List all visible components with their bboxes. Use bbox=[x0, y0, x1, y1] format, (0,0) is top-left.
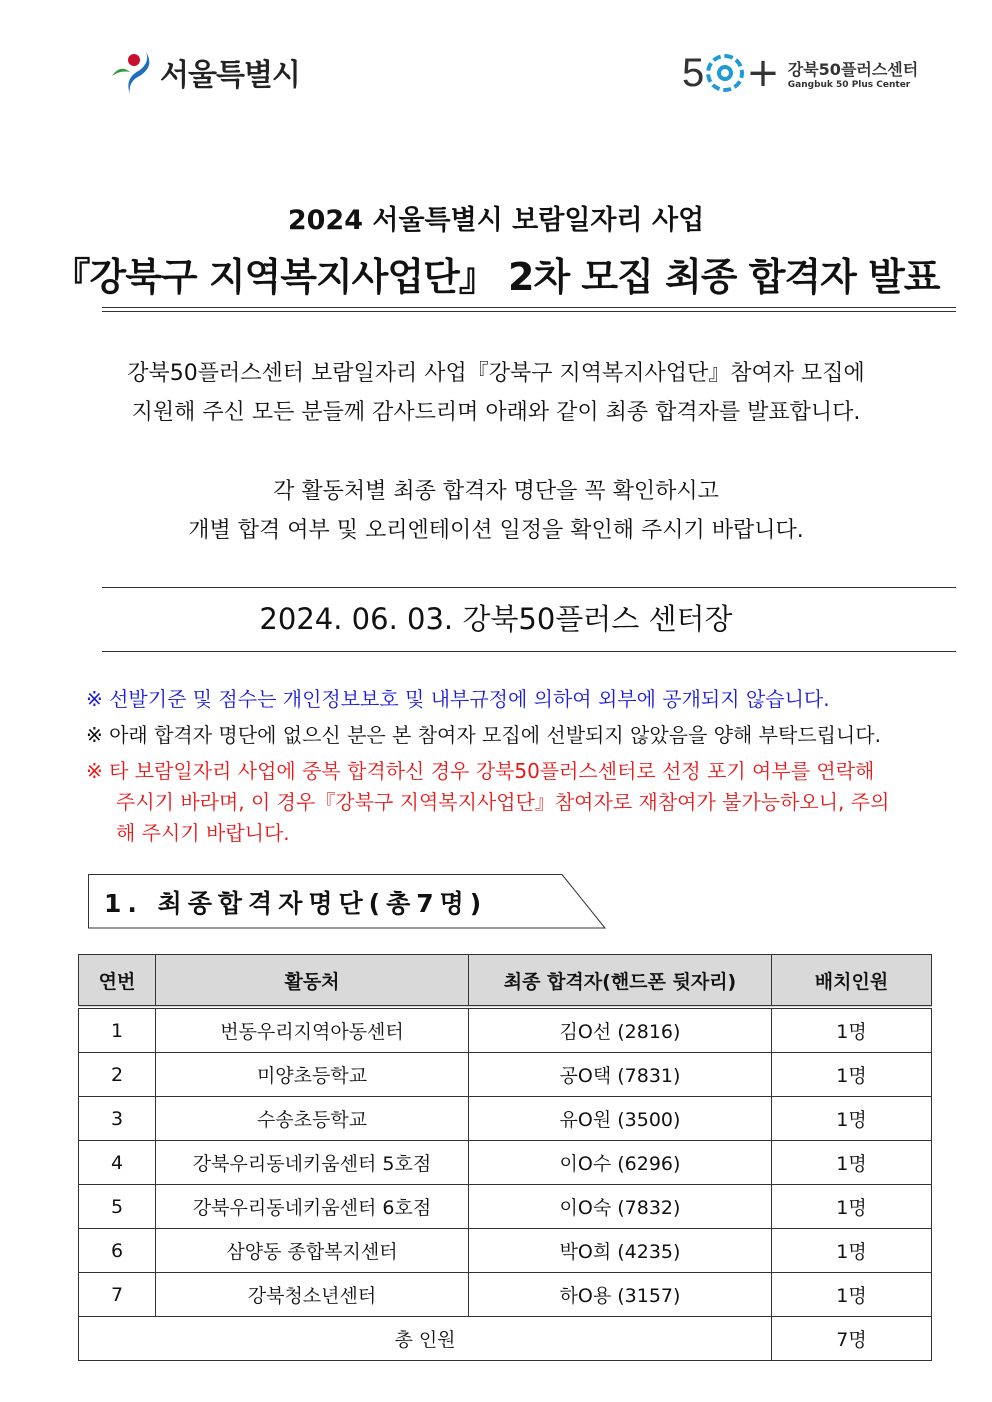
table-cell: 삼양동 종합복지센터 bbox=[156, 1229, 469, 1273]
table-cell: 1명 bbox=[772, 1097, 932, 1141]
table-cell: 강북청소년센터 bbox=[156, 1273, 469, 1317]
table-row bbox=[79, 1229, 932, 1273]
intro-line: 각 활동처별 최종 합격자 명단을 꼭 확인하시고 bbox=[273, 479, 719, 504]
table-row bbox=[79, 1273, 932, 1317]
intro-line: 개별 합격 여부 및 오리엔테이션 일정을 확인해 주시기 바랍니다. bbox=[188, 518, 804, 543]
signature: 2024. 06. 03. 강북50플러스 센터장 bbox=[259, 602, 733, 636]
note-black: ※ 아래 합격자 명단에 없으신 분은 본 참여자 모집에 선발되지 않았음을 양해 부탁드립니다. bbox=[86, 723, 881, 747]
table-row bbox=[79, 1007, 932, 1053]
results-table bbox=[78, 954, 932, 1361]
table-cell: 강북우리동네키움센터 6호점 bbox=[156, 1185, 469, 1229]
table-cell: 4 bbox=[79, 1141, 156, 1185]
seoul-emblem-icon bbox=[110, 48, 156, 96]
table-row bbox=[79, 1141, 932, 1185]
table-cell: 1명 bbox=[772, 1053, 932, 1097]
table-cell: 미양초등학교 bbox=[156, 1053, 469, 1097]
table-cell: 5 bbox=[79, 1185, 156, 1229]
table-cell: 강북우리동네키움센터 5호점 bbox=[156, 1141, 469, 1185]
table-cell: 이O수 (6296) bbox=[469, 1141, 772, 1185]
table-header-row bbox=[79, 955, 932, 1008]
ring-icon bbox=[706, 54, 744, 92]
table-cell: 수송초등학교 bbox=[156, 1097, 469, 1141]
table-cell: 7 bbox=[79, 1273, 156, 1317]
table-cell: 유O원 (3500) bbox=[469, 1097, 772, 1141]
divider bbox=[102, 651, 956, 652]
section-heading: 1. 최종합격자명단(총7명) bbox=[88, 874, 606, 928]
col-header: 활동처 bbox=[156, 955, 469, 1008]
seoul-logo: 서울특별시 bbox=[110, 48, 300, 96]
total-label: 총 인원 bbox=[79, 1317, 772, 1361]
col-header: 배치인원 bbox=[772, 955, 932, 1008]
title-line1: 2024 서울특별시 보람일자리 사업 bbox=[287, 205, 705, 236]
table-cell: 3 bbox=[79, 1097, 156, 1141]
page-title: 『강북구 지역복지사업단』 2차 모집 최종 합격자 발표 bbox=[52, 255, 940, 299]
table-cell: 1명 bbox=[772, 1273, 932, 1317]
table-cell: 1명 bbox=[772, 1185, 932, 1229]
intro-line: 강북50플러스센터 보람일자리 사업『강북구 지역복지사업단』참여자 모집에 bbox=[127, 361, 865, 386]
note-red: 주시기 바라며, 이 경우『강북구 지역복지사업단』참여자로 재참여가 불가능하오니, 주의 bbox=[116, 790, 890, 814]
table-cell: 하O용 (3157) bbox=[469, 1273, 772, 1317]
col-header: 최종 합격자(핸드폰 뒷자리) bbox=[469, 955, 772, 1008]
divider bbox=[102, 587, 956, 588]
table-row bbox=[79, 1053, 932, 1097]
total-value: 7명 bbox=[772, 1317, 932, 1361]
table-cell: 1명 bbox=[772, 1229, 932, 1273]
note-red: ※ 타 보람일자리 사업에 중복 합격하신 경우 강북50플러스센터로 선정 포기 여부를 연락해 bbox=[86, 759, 875, 783]
table-cell: 이O숙 (7832) bbox=[469, 1185, 772, 1229]
table-cell: 2 bbox=[79, 1053, 156, 1097]
table-cell: 공O택 (7831) bbox=[469, 1053, 772, 1097]
gangbuk50-logo: 5 + 강북50플러스센터 Gangbuk 50 Plus Center bbox=[682, 50, 919, 96]
note-red: 해 주시기 바랍니다. bbox=[116, 821, 290, 845]
table-row bbox=[79, 1097, 932, 1141]
table-cell: 1 bbox=[79, 1007, 156, 1053]
table-row bbox=[79, 1185, 932, 1229]
title-divider bbox=[102, 307, 956, 312]
total-row bbox=[79, 1317, 932, 1361]
table-cell: 번동우리지역아동센터 bbox=[156, 1007, 469, 1053]
intro-line: 지원해 주신 모든 분들께 감사드리며 아래와 같이 최종 합격자를 발표합니다. bbox=[131, 400, 861, 425]
table-cell: 1명 bbox=[772, 1007, 932, 1053]
table-cell: 1명 bbox=[772, 1141, 932, 1185]
note-blue: ※ 선발기준 및 점수는 개인정보보호 및 내부규정에 의하여 외부에 공개되지 않습니다. bbox=[86, 687, 830, 711]
table-cell: 김O선 (2816) bbox=[469, 1007, 772, 1053]
col-header: 연번 bbox=[79, 955, 156, 1008]
table-cell: 박O희 (4235) bbox=[469, 1229, 772, 1273]
table-cell: 6 bbox=[79, 1229, 156, 1273]
